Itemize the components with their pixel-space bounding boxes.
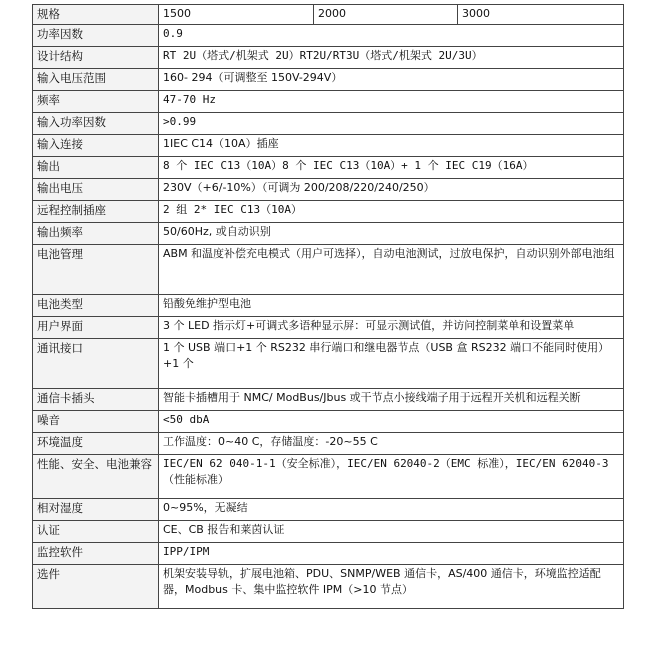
table-row bbox=[33, 223, 624, 245]
table-row bbox=[33, 179, 624, 201]
table-row bbox=[33, 411, 624, 433]
spec-value: 50/60Hz, 或自动识别 bbox=[159, 223, 624, 245]
spec-value: 0~95%，无凝结 bbox=[159, 499, 624, 521]
row-label: 输入电压范围 bbox=[33, 69, 159, 91]
spec-value: IPP/IPM bbox=[159, 543, 624, 565]
row-label: 通讯接口 bbox=[33, 339, 159, 389]
row-label: 相对湿度 bbox=[33, 499, 159, 521]
table-row bbox=[33, 201, 624, 223]
spec-value: 8 个 IEC C13（10A）8 个 IEC C13（10A）+ 1 个 IEC C19（16A） bbox=[159, 157, 624, 179]
table-row bbox=[33, 47, 624, 69]
row-label: 输入功率因数 bbox=[33, 113, 159, 135]
table-row bbox=[33, 135, 624, 157]
spec-value: 机架安装导轨，扩展电池箱、PDU、SNMP/WEB 通信卡，AS/400 通信卡，环境监控适配器，Modbus 卡、集中监控软件 IPM（>10 节点） bbox=[159, 565, 624, 609]
spec-value: ABM 和温度补偿充电模式（用户可选择），自动电池测试，过放电保护，自动识别外部电池组 bbox=[159, 245, 624, 295]
row-label: 输入连接 bbox=[33, 135, 159, 157]
table-row bbox=[33, 389, 624, 411]
spec-value: 1 个 USB 端口+1 个 RS232 串行端口和继电器节点（USB 盒 RS232 端口不能同时使用）+1 个 bbox=[159, 339, 624, 389]
table-row bbox=[33, 339, 624, 389]
table-row bbox=[33, 455, 624, 499]
spec-value: 智能卡插槽用于 NMC/ ModBus/Jbus 或干节点小接线端子用于远程开关机和远程关断 bbox=[159, 389, 624, 411]
spec-value: CE、CB 报告和莱茵认证 bbox=[159, 521, 624, 543]
spec-value: 160- 294（可调整至 150V-294V） bbox=[159, 69, 624, 91]
row-label: 噪音 bbox=[33, 411, 159, 433]
spec-value: 47-70 Hz bbox=[159, 91, 624, 113]
spec-value: 3 个 LED 指示灯+可调式多语种显示屏：可显示测试值，并访问控制菜单和设置菜单 bbox=[159, 317, 624, 339]
row-label: 设计结构 bbox=[33, 47, 159, 69]
spec-value: <50 dbA bbox=[159, 411, 624, 433]
table-row bbox=[33, 565, 624, 609]
row-label: 通信卡插头 bbox=[33, 389, 159, 411]
table-row bbox=[33, 69, 624, 91]
row-label: 电池管理 bbox=[33, 245, 159, 295]
spec-value: >0.99 bbox=[159, 113, 624, 135]
spec-value: RT 2U（塔式/机架式 2U）RT2U/RT3U（塔式/机架式 2U/3U） bbox=[159, 47, 624, 69]
row-label: 认证 bbox=[33, 521, 159, 543]
table-row bbox=[33, 25, 624, 47]
spec-value: IEC/EN 62 040-1-1（安全标准），IEC/EN 62040-2（EMC 标准），IEC/EN 62040-3（性能标准） bbox=[159, 455, 624, 499]
spec-value: 2000 bbox=[314, 5, 458, 25]
table-row bbox=[33, 543, 624, 565]
table-row bbox=[33, 295, 624, 317]
row-label: 电池类型 bbox=[33, 295, 159, 317]
row-label: 环境温度 bbox=[33, 433, 159, 455]
spec-value: 0.9 bbox=[159, 25, 624, 47]
spec-table bbox=[32, 4, 624, 609]
row-label: 规格 bbox=[33, 5, 159, 25]
row-label: 选件 bbox=[33, 565, 159, 609]
table-row bbox=[33, 499, 624, 521]
spec-value: 工作温度：0~40 C，存储温度：-20~55 C bbox=[159, 433, 624, 455]
table-row bbox=[33, 521, 624, 543]
spec-value: 230V（+6/-10%）（可调为 200/208/220/240/250） bbox=[159, 179, 624, 201]
row-label: 输出电压 bbox=[33, 179, 159, 201]
table-row bbox=[33, 5, 624, 25]
table-row bbox=[33, 91, 624, 113]
row-label: 监控软件 bbox=[33, 543, 159, 565]
row-label: 输出频率 bbox=[33, 223, 159, 245]
row-label: 频率 bbox=[33, 91, 159, 113]
row-label: 功率因数 bbox=[33, 25, 159, 47]
table-row bbox=[33, 157, 624, 179]
spec-value: 铅酸免维护型电池 bbox=[159, 295, 624, 317]
table-row bbox=[33, 433, 624, 455]
table-row bbox=[33, 317, 624, 339]
spec-value: 2 组 2* IEC C13（10A） bbox=[159, 201, 624, 223]
row-label: 远程控制插座 bbox=[33, 201, 159, 223]
spec-value: 1500 bbox=[159, 5, 314, 25]
row-label: 性能、安全、电池兼容 bbox=[33, 455, 159, 499]
table-row bbox=[33, 113, 624, 135]
spec-value: 1IEC C14（10A）插座 bbox=[159, 135, 624, 157]
row-label: 用户界面 bbox=[33, 317, 159, 339]
table-row bbox=[33, 245, 624, 295]
row-label: 输出 bbox=[33, 157, 159, 179]
spec-value: 3000 bbox=[458, 5, 624, 25]
